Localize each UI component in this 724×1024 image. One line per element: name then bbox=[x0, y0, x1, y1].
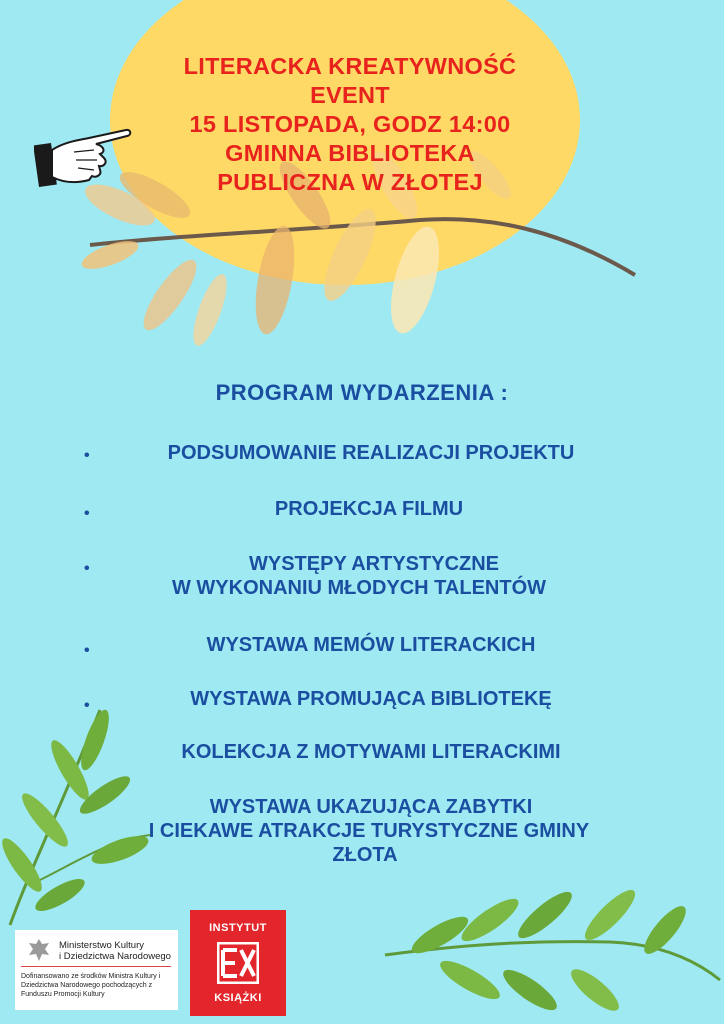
header-venue-1: GMINNA BIBLIOTEKA bbox=[225, 140, 475, 166]
program-item-text: ZŁOTA bbox=[332, 844, 398, 866]
bullet: • bbox=[84, 447, 90, 464]
ik-bottom-label: KSIĄŻKI bbox=[214, 992, 262, 1004]
book-mark-icon bbox=[217, 942, 259, 984]
ik-top-label: INSTYTUT bbox=[209, 922, 267, 934]
program-item-text: WYSTAWA PROMUJĄCA BIBLIOTEKĘ bbox=[190, 688, 552, 710]
ministry-name bbox=[59, 940, 171, 962]
header-title: LITERACKA KREATYWNOŚĆ bbox=[183, 53, 517, 79]
program-item-text: I CIEKAWE ATRAKCJE TURYSTYCZNE GMINY bbox=[148, 820, 590, 842]
program-item-1 bbox=[0, 441, 724, 465]
green-leaves-left bbox=[0, 700, 170, 930]
funding-note: Dofinansowano ze środków Ministra Kultury i Dziedzictwa Narodowego pochodzących z Funduszu Promocji Kultury bbox=[21, 973, 161, 998]
program-item-text: WYSTAWA MEMÓW LITERACKICH bbox=[206, 634, 536, 656]
green-leaves-right bbox=[380, 880, 724, 1024]
program-item-text: PODSUMOWANIE REALIZACJI PROJEKTU bbox=[167, 442, 575, 464]
ministry-name-line-2: i Dziedzictwa Narodowego bbox=[59, 951, 171, 962]
bullet: • bbox=[84, 642, 90, 659]
program-item-text: PROJEKCJA FILMU bbox=[274, 498, 464, 520]
event-header bbox=[100, 52, 600, 197]
header-date: 15 LISTOPADA, GODZ 14:00 bbox=[189, 111, 511, 137]
ministry-logo bbox=[15, 930, 178, 1010]
program-title: PROGRAM WYDARZENIA : bbox=[215, 380, 509, 405]
header-venue-2: PUBLICZNA W ZŁOTEJ bbox=[217, 169, 483, 195]
divider bbox=[21, 966, 171, 967]
program-item-text: KOLEKCJA Z MOTYWAMI LITERACKIMI bbox=[181, 741, 561, 763]
ministry-name-line-1: Ministerstwo Kultury bbox=[59, 940, 144, 951]
bullet: • bbox=[84, 505, 90, 522]
instytut-ksiazki-logo bbox=[190, 910, 286, 1016]
program-item-text: WYSTAWA UKAZUJĄCA ZABYTKI bbox=[209, 796, 533, 818]
program-item-text: W WYKONANIU MŁODYCH TALENTÓW bbox=[171, 577, 547, 599]
bullet: • bbox=[84, 560, 90, 577]
program-item-text: WYSTĘPY ARTYSTYCZNE bbox=[248, 553, 500, 575]
polish-eagle-emblem bbox=[25, 936, 53, 964]
program-item-3 bbox=[0, 552, 724, 600]
bullet: • bbox=[84, 697, 90, 714]
program-item-2 bbox=[0, 497, 724, 521]
header-subtitle: EVENT bbox=[310, 82, 390, 108]
program-item-4 bbox=[0, 633, 724, 657]
